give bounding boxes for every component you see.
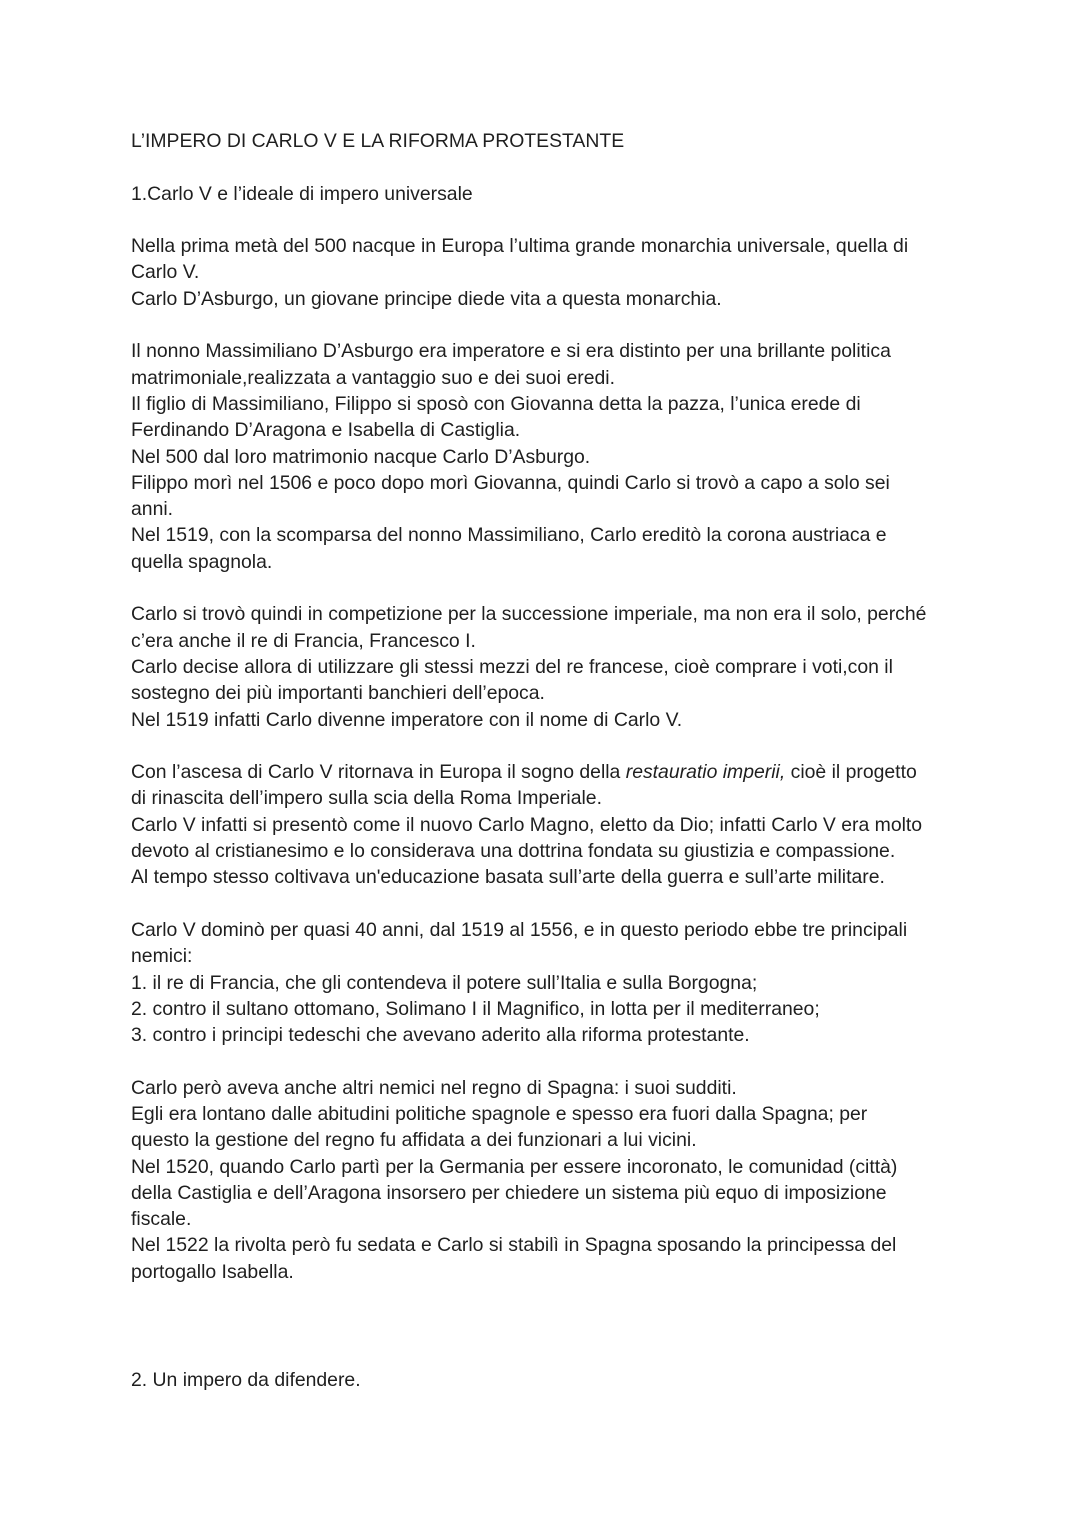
- text-line: Nella prima metà del 500 nacque in Europa l’ultima grande monarchia universale, quella di: [131, 235, 909, 258]
- text-line: Carlo V dominò per quasi 40 anni, dal 1519 al 1556, e in questo periodo ebbe tre principali: [131, 918, 908, 941]
- text-line: Carlo decise allora di utilizzare gli stessi mezzi del re francese, cioè comprare i voti,con il: [131, 655, 893, 678]
- text-line: c’era anche il re di Francia, Francesco I.: [131, 629, 476, 652]
- text-line: Nel 1519, con la scomparsa del nonno Massimiliano, Carlo ereditò la corona austriaca e: [131, 524, 887, 547]
- text-line: Il nonno Massimiliano D’Asburgo era imperatore e si era distinto per una brillante politica: [131, 340, 891, 363]
- section-heading-2: 2. Un impero da difendere.: [131, 1369, 361, 1391]
- text-line: Nel 1522 la rivolta però fu sedata e Carlo si stabilì in Spagna sposando la principessa del: [131, 1234, 897, 1257]
- text-line: matrimoniale,realizzata a vantaggio suo e dei suoi eredi.: [131, 366, 615, 389]
- list-item: 1. il re di Francia, che gli contendeva il potere sull’Italia e sulla Borgogna;: [131, 971, 758, 994]
- text-line: devoto al cristianesimo e lo considerava una dottrina fondata su giustizia e compassione.: [131, 840, 896, 863]
- text-line: fiscale.: [131, 1208, 192, 1231]
- page-title: L’IMPERO DI CARLO V E LA RIFORMA PROTESTANTE: [131, 130, 625, 152]
- text-line: quella spagnola.: [131, 550, 273, 573]
- text-line: nemici:: [131, 945, 193, 968]
- text-line: della Castiglia e dell’Aragona insorsero per chiedere un sistema più equo di imposizione: [131, 1181, 887, 1204]
- text-line: Carlo però aveva anche altri nemici nel regno di Spagna: i suoi sudditi.: [131, 1076, 737, 1099]
- text-line: Ferdinando D’Aragona e Isabella di Castiglia.: [131, 419, 521, 442]
- text-line: Il figlio di Massimiliano, Filippo si sposò con Giovanna detta la pazza, l’unica erede di: [131, 392, 861, 415]
- text-line: Carlo si trovò quindi in competizione per la successione imperiale, ma non era il solo, perché: [131, 603, 927, 626]
- text-segment: cioè il progetto: [785, 761, 917, 784]
- text-line: Egli era lontano dalle abitudini politiche spagnole e spesso era fuori dalla Spagna; per: [131, 1102, 868, 1125]
- section-heading-1: 1.Carlo V e l’ideale di impero universale: [131, 182, 473, 205]
- italic-term: restauratio imperii,: [625, 761, 786, 784]
- text-line: anni.: [131, 498, 174, 521]
- list-item: 3. contro i principi tedeschi che avevano aderito alla riforma protestante.: [131, 1024, 750, 1047]
- text-line: Filippo morì nel 1506 e poco dopo morì Giovanna, quindi Carlo si trovò a capo a solo sei: [131, 471, 890, 494]
- paragraph-2: [131, 338, 961, 575]
- document-body: [131, 128, 961, 1311]
- text-segment: Con l’ascesa di Carlo V ritornava in Europa il sogno della: [131, 761, 626, 784]
- text-line: Carlo V infatti si presentò come il nuovo Carlo Magno, eletto da Dio; infatti Carlo V era molto: [131, 813, 923, 836]
- text-line: Nel 500 dal loro matrimonio nacque Carlo D’Asburgo.: [131, 445, 591, 468]
- text-line: questo la gestione del regno fu affidata a dei funzionari a lui vicini.: [131, 1129, 697, 1152]
- paragraph-6: [131, 1075, 961, 1285]
- text-line: Nel 1520, quando Carlo partì per la Germania per essere incoronato, le comunidad (città): [131, 1155, 898, 1178]
- text-line: Nel 1519 infatti Carlo divenne imperatore con il nome di Carlo V.: [131, 708, 683, 731]
- text-line: portogallo Isabella.: [131, 1260, 294, 1283]
- text-line: Carlo D’Asburgo, un giovane principe diede vita a questa monarchia.: [131, 287, 722, 310]
- text-line: Al tempo stesso coltivava un'educazione basata sull’arte della guerra e sull’arte militare.: [131, 866, 885, 889]
- text-line: Carlo V.: [131, 261, 200, 284]
- list-item: 2. contro il sultano ottomano, Solimano I il Magnifico, in lotta per il mediterraneo;: [131, 997, 820, 1020]
- paragraph-3: [131, 601, 961, 732]
- text-line: di rinascita dell’impero sulla scia della Roma Imperiale.: [131, 787, 602, 810]
- text-line: sostegno dei più importanti banchieri dell’epoca.: [131, 682, 545, 705]
- paragraph-1: [131, 233, 961, 312]
- text-line: [131, 759, 961, 785]
- paragraph-4: [131, 759, 961, 890]
- paragraph-5: [131, 917, 961, 1048]
